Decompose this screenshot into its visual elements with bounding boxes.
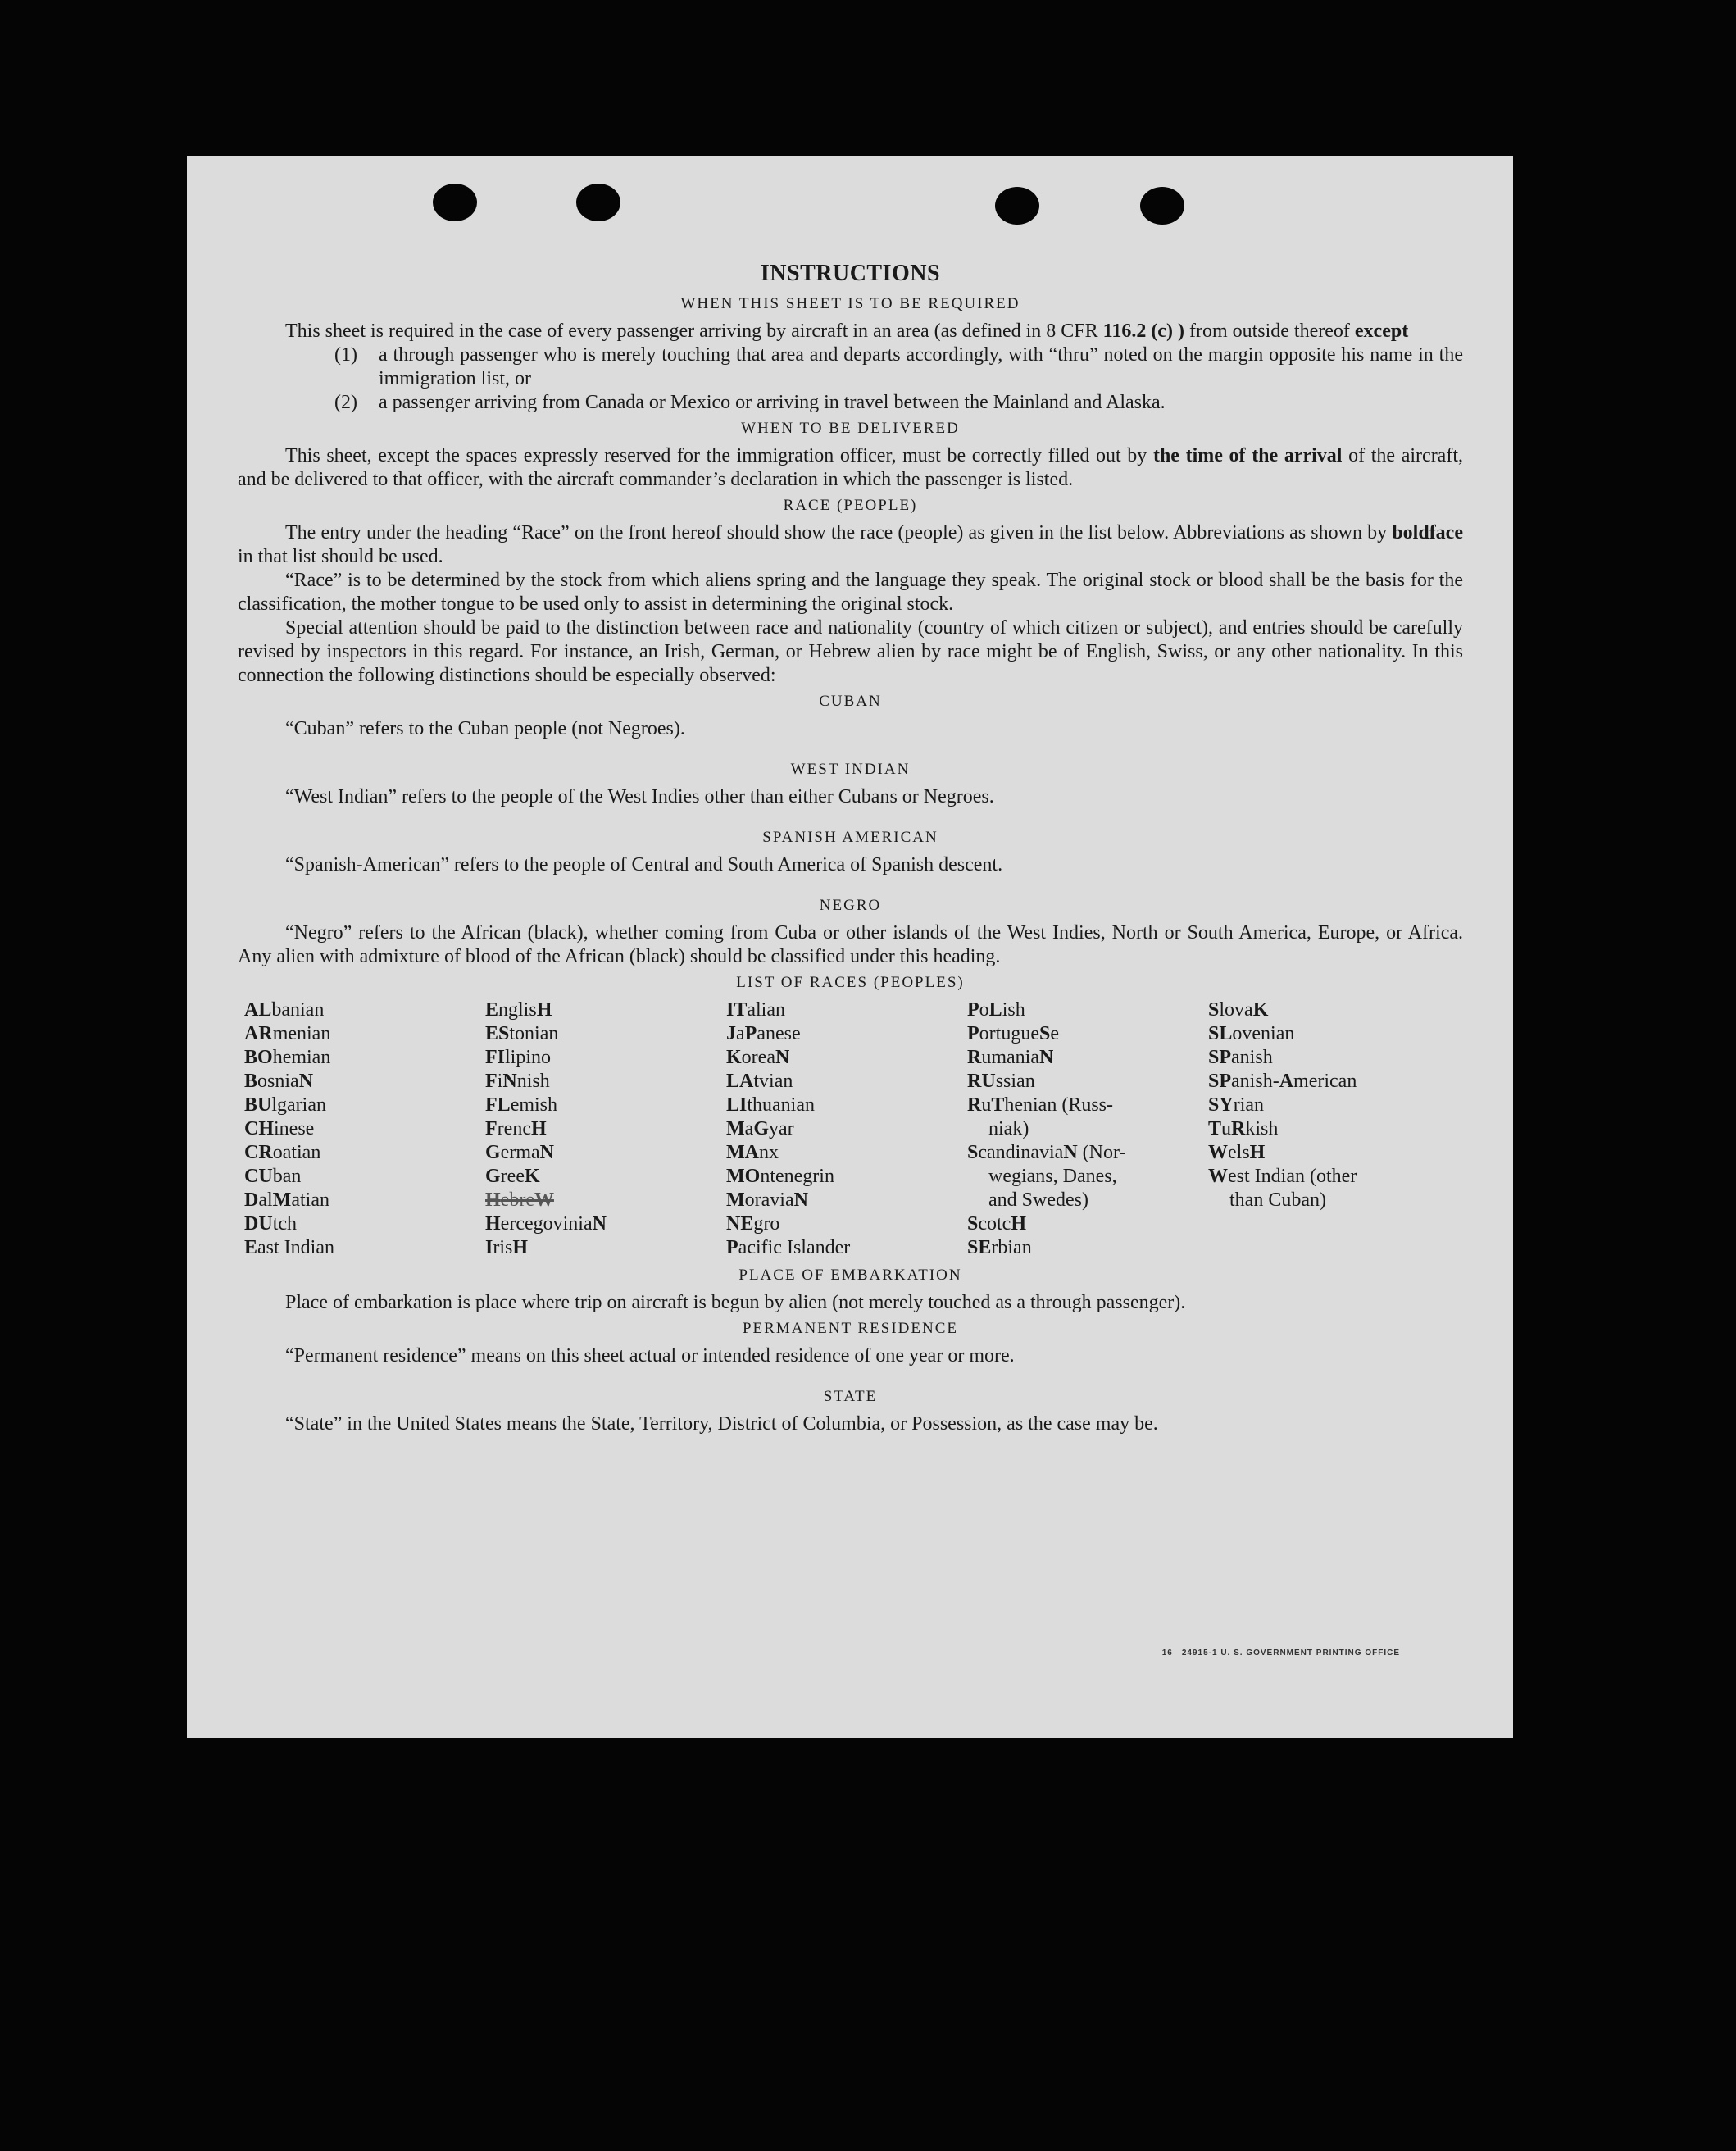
page-title: INSTRUCTIONS <box>760 261 941 286</box>
race-entry: SPanish <box>1208 1047 1273 1068</box>
except-word: except <box>1354 321 1409 342</box>
heading-cuban: CUBAN <box>819 693 882 710</box>
heading-negro: NEGRO <box>819 897 882 914</box>
race-entry: KoreaN <box>726 1047 790 1068</box>
embarkation-text: Place of embarkation is place where trip on aircraft is begun by alien (not merely touched as a through passenger). <box>285 1292 1186 1313</box>
race-entry: FrencH <box>485 1118 547 1139</box>
race-entry: Pacific Islander <box>726 1237 851 1258</box>
race-entry: SPanish-American <box>1208 1071 1357 1092</box>
race-text-a: The entry under the heading “Race” on the front hereof should show the race (people) as given in the list below. Abbreviations as shown by <box>285 522 1393 543</box>
heading-permanent-residence: PERMANENT RESIDENCE <box>742 1320 959 1337</box>
document-body <box>238 261 1463 1436</box>
item-number: (1) <box>334 344 357 366</box>
race-entry: SErbian <box>967 1237 1032 1258</box>
race-entry: MAnx <box>726 1142 779 1163</box>
when-delivered-text <box>238 444 1463 492</box>
race-entry-continued: niak) <box>988 1118 1029 1139</box>
race-entry-continued: and Swedes) <box>988 1189 1088 1211</box>
printing-office-code: 16—24915-1 U. S. GOVERNMENT PRINTING OFFICE <box>1161 1648 1400 1658</box>
race-entry: MaGyar <box>726 1118 794 1139</box>
race-entry: BosniaN <box>244 1071 314 1092</box>
race-entry: HercegoviniaN <box>485 1213 607 1235</box>
race-entry: NEgro <box>726 1213 780 1235</box>
race-entry: LIthuanian <box>726 1094 815 1116</box>
spanish-american-text: “Spanish-American” refers to the people of Central and South America of Spanish descent. <box>285 854 1003 875</box>
item-text: a passenger arriving from Canada or Mexico or arriving in travel between the Mainland and Alaska. <box>379 392 1166 413</box>
punch-hole <box>576 184 620 221</box>
race-entry: IrisH <box>485 1237 529 1258</box>
race-entry: DalMatian <box>244 1189 329 1211</box>
race-entry: West Indian (other <box>1208 1166 1357 1187</box>
race-paragraph <box>238 521 1463 569</box>
delivered-text-a: This sheet, except the spaces expressly reserved for the immigration officer, must be correctly filled out by <box>285 445 1153 466</box>
race-entry: RuThenian (Russ- <box>967 1094 1114 1116</box>
race-entry: PortugueSe <box>967 1023 1059 1044</box>
punch-hole <box>1140 187 1184 225</box>
race-entry: SLovenian <box>1208 1023 1295 1044</box>
exception-item <box>334 391 1463 415</box>
race-entry: ITalian <box>726 999 785 1021</box>
race-entry: ALbanian <box>244 999 325 1021</box>
when-required-intro <box>238 320 1463 343</box>
intro-continuation: from outside thereof <box>1184 321 1355 342</box>
race-entry: SlovaK <box>1208 999 1269 1021</box>
races-column <box>967 998 1208 1260</box>
race-entry: GermaN <box>485 1142 554 1163</box>
heading-west-indian: WEST INDIAN <box>790 761 911 778</box>
race-entry: SYrian <box>1208 1094 1265 1116</box>
race-entry: CUban <box>244 1166 302 1187</box>
residence-text: “Permanent residence” means on this sheet actual or intended residence of one year or more. <box>285 1345 1015 1367</box>
cfr-reference: 116.2 (c) ) <box>1102 321 1184 342</box>
races-column <box>485 998 726 1260</box>
races-column <box>726 998 967 1260</box>
intro-line: This sheet is required in the case of every passenger arriving by aircraft in an area (as defined in 8 CFR <box>285 321 1098 342</box>
races-column <box>244 998 485 1260</box>
race-entry: MOntenegrin <box>726 1166 834 1187</box>
punch-hole <box>995 187 1039 225</box>
race-entry: PoLish <box>967 999 1025 1021</box>
race-entry: TuRkish <box>1208 1118 1279 1139</box>
exception-item <box>334 343 1463 391</box>
heading-race: RACE (PEOPLE) <box>783 497 918 514</box>
west-indian-text: “West Indian” refers to the people of the West Indies other than either Cubans or Negroes. <box>285 786 994 807</box>
heading-list-of-races: LIST OF RACES (PEOPLES) <box>736 974 965 991</box>
race-entry: DUtch <box>244 1213 298 1235</box>
race-entry-continued: than Cuban) <box>1229 1189 1326 1211</box>
delivered-text-c: of the aircraft, and be delivered to that officer, with the aircraft commander’s declaration in which the passenger is listed. <box>238 445 1463 490</box>
race-entry: MoraviaN <box>726 1189 808 1211</box>
race-entry: ScandinaviaN (Nor- <box>967 1142 1126 1163</box>
race-entry: JaPanese <box>726 1023 801 1044</box>
cuban-text: “Cuban” refers to the Cuban people (not Negroes). <box>285 718 685 739</box>
race-entry: ScotcH <box>967 1213 1027 1235</box>
race-entry: FLemish <box>485 1094 558 1116</box>
delivered-emphasis: the time of the arrival <box>1152 445 1343 466</box>
race-entry: EnglisH <box>485 999 552 1021</box>
punch-hole <box>433 184 477 221</box>
race-entry: GreeK <box>485 1166 540 1187</box>
race-entry: CHinese <box>244 1118 315 1139</box>
heading-embarkation: PLACE OF EMBARKATION <box>738 1266 962 1284</box>
heading-when-delivered: WHEN TO BE DELIVERED <box>741 420 960 437</box>
race-entry: East Indian <box>244 1237 334 1258</box>
race-text-c: in that list should be used. <box>238 546 443 567</box>
item-number: (2) <box>334 392 357 413</box>
race-entry: EStonian <box>485 1023 559 1044</box>
item-text: a through passenger who is merely touching that area and departs accordingly, with “thru” noted on the margin opposite his name in the immigration list, or <box>379 344 1463 389</box>
race-entry: RUssian <box>967 1071 1035 1092</box>
races-list <box>244 998 1463 1260</box>
race-entry-struck: HebreW <box>485 1189 554 1211</box>
race-paragraph: “Race” is to be determined by the stock from which aliens spring and the language they speak. The original stock or blood shall be the basis for the classification, the mother tongue to be used only to assist in determining the original stock. <box>238 570 1463 615</box>
race-entry: RumaniaN <box>967 1047 1054 1068</box>
race-entry: WelsH <box>1208 1142 1266 1163</box>
state-text: “State” in the United States means the State, Territory, District of Columbia, or Possession, as the case may be. <box>285 1413 1158 1435</box>
instruction-sheet <box>187 156 1513 1738</box>
race-entry-continued: wegians, Danes, <box>988 1166 1117 1187</box>
race-entry: FIlipino <box>485 1047 552 1068</box>
race-entry: BOhemian <box>244 1047 331 1068</box>
heading-spanish-american: SPANISH AMERICAN <box>762 829 938 846</box>
race-paragraph: Special attention should be paid to the distinction between race and nationality (country of which citizen or subject), and entries should be carefully revised by inspectors in this regard. For instance, an Irish, German, or Hebrew alien by race might be of English, Swiss, or any other nationality. In this connection the following distinctions should be especially observed: <box>238 617 1463 686</box>
races-column <box>1208 998 1454 1260</box>
race-entry: CRoatian <box>244 1142 321 1163</box>
race-entry: ARmenian <box>244 1023 331 1044</box>
heading-state: STATE <box>823 1388 878 1405</box>
race-entry: BUlgarian <box>244 1094 326 1116</box>
heading-when-required: WHEN THIS SHEET IS TO BE REQUIRED <box>680 295 1020 312</box>
race-entry: FiNnish <box>485 1071 550 1092</box>
negro-text: “Negro” refers to the African (black), whether coming from Cuba or other islands of the West Indies, North or South America, Europe, or Africa. Any alien with admixture of blood of the African (black) should be classified under this heading. <box>238 922 1463 967</box>
race-entry: LAtvian <box>726 1071 793 1092</box>
boldface-word: boldface <box>1392 522 1463 543</box>
